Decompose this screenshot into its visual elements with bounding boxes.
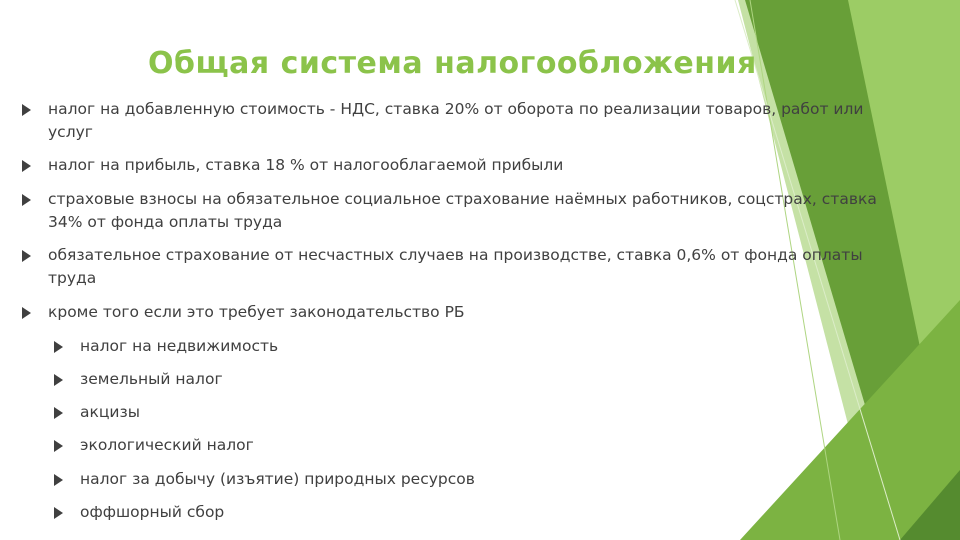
- sub-bullet-text: налог за добычу (изъятие) природных ресурсов: [80, 470, 475, 488]
- bullet-text: налог на прибыль, ставка 18 % от налогооблагаемой прибыли: [48, 156, 564, 174]
- arrow-bullet-icon: [54, 440, 63, 452]
- sub-bullet-excises: [54, 401, 754, 424]
- sub-bullet-text: акцизы: [80, 403, 140, 421]
- bullet-accident-insurance: [22, 244, 902, 290]
- sub-bullet-land-tax: [54, 368, 754, 391]
- bullet-profit-tax: [22, 154, 902, 177]
- arrow-bullet-icon: [22, 194, 31, 206]
- bullet-text: налог на добавленную стоимость - НДС, ставка 20% от оборота по реализации товаров, работ или услуг: [48, 100, 864, 141]
- arrow-bullet-icon: [22, 160, 31, 172]
- arrow-bullet-icon: [22, 307, 31, 319]
- arrow-bullet-icon: [54, 507, 63, 519]
- sub-bullet-resources-tax: [54, 468, 754, 491]
- sub-bullet-offshore-fee: [54, 501, 754, 524]
- arrow-bullet-icon: [22, 250, 31, 262]
- sub-bullet-text: налог на недвижимость: [80, 337, 279, 355]
- arrow-bullet-icon: [54, 374, 63, 386]
- arrow-bullet-icon: [54, 474, 63, 486]
- bullet-social-insurance: [22, 188, 902, 234]
- sub-bullet-property-tax: [54, 335, 754, 358]
- bullet-legislation: [22, 301, 902, 324]
- slide-title: Общая система налогообложения: [148, 46, 757, 81]
- sub-bullet-text: оффшорный сбор: [80, 503, 225, 521]
- sub-bullet-text: земельный налог: [80, 370, 223, 388]
- bullet-vat: [22, 98, 902, 144]
- bullet-text: кроме того если это требует законодательство РБ: [48, 303, 465, 321]
- sub-bullet-ecological-tax: [54, 434, 754, 457]
- arrow-bullet-icon: [22, 104, 31, 116]
- sub-bullet-text: экологический налог: [80, 436, 254, 454]
- arrow-bullet-icon: [54, 407, 63, 419]
- bullet-text: страховые взносы на обязательное социальное страхование наёмных работников, соцстрах, ставка 34% от фонда оплаты труда: [48, 190, 877, 231]
- arrow-bullet-icon: [54, 341, 63, 353]
- bullet-text: обязательное страхование от несчастных случаев на производстве, ставка 0,6% от фонда оплаты труда: [48, 246, 863, 287]
